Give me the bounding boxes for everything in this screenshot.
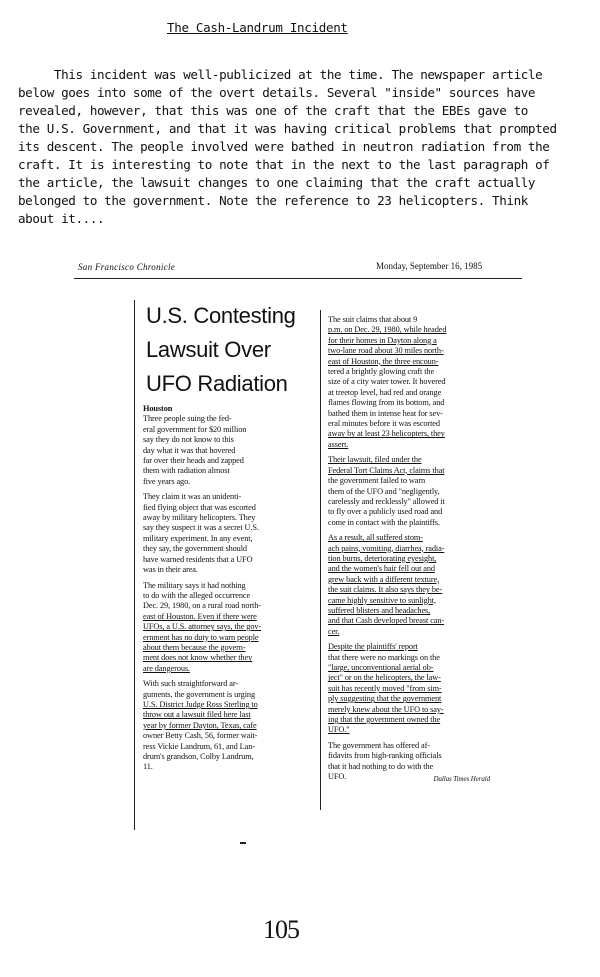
- article-line: "large, unconventional aerial ob-: [328, 663, 434, 672]
- article-line: size of a city water tower. It hovered: [328, 377, 446, 387]
- article-column-1: [143, 404, 313, 773]
- article-line: eral minutes before it was escorted: [328, 419, 440, 429]
- article-column-2: [328, 315, 490, 785]
- page-number: 105: [263, 915, 299, 944]
- article-line: ernment has no duty to warn people: [143, 632, 259, 642]
- article-line: tered a brightly glowing craft the: [328, 367, 435, 377]
- article-line: military experiment. In any event,: [143, 533, 253, 543]
- article-line: that there were no markings on the: [328, 652, 440, 662]
- stray-mark: [240, 842, 246, 844]
- article-line: about them because the govern-: [143, 642, 246, 652]
- article-line: tion burns, deteriorating eyesight,: [328, 553, 437, 563]
- column-divider: [320, 310, 321, 810]
- headline: [146, 299, 316, 401]
- intro-line: the U.S. Government, and that it was having critical problems that prompted: [18, 121, 557, 136]
- article-line: fidavits from high-ranking officials: [328, 751, 442, 761]
- intro-line: below goes into some of the overt details. Several "inside" sources have: [18, 85, 536, 100]
- article-line: away by military helicopters. They: [143, 513, 256, 523]
- article-line: Dec. 29, 1980, on a rural road north-: [143, 601, 261, 611]
- article-line: assert.: [328, 439, 349, 449]
- article-line: at treetop level, had red and orange: [328, 387, 442, 397]
- article-line: the suit claims. It also says they be-: [328, 585, 443, 595]
- article-line: have warned residents that a UFO: [143, 554, 253, 564]
- left-column-border: [134, 300, 135, 830]
- headline-line: UFO Radiation: [146, 371, 288, 396]
- dateline: Houston: [143, 404, 173, 413]
- article-line: far over their heads and zapped: [143, 456, 244, 466]
- article-line: suit has recently moved "from sim-: [328, 683, 442, 693]
- intro-line: revealed, however, that this was one of the craft that the EBEs gave to: [18, 103, 528, 118]
- article-line: grew back with a different texture,: [328, 574, 440, 584]
- article-line: U.S. District Judge Ross Sterling to: [143, 699, 258, 709]
- article-line: day what it was that hovered: [143, 445, 236, 455]
- article-line: year by former Dayton, Texas, cafe: [143, 720, 257, 730]
- article-line: to do with the alleged occurrence: [143, 590, 251, 600]
- article-line: and that Cash developed breast can-: [328, 616, 445, 626]
- article-line: p.m. on Dec. 29, 1980, while headed: [328, 325, 447, 335]
- article-line: five years ago.: [143, 476, 191, 486]
- article-line: and the women's hair fell out and: [328, 564, 435, 574]
- article-line: ach pains, vomiting, diarrhea, radia-: [328, 543, 445, 553]
- article-line: for their homes in Dayton along a: [328, 335, 437, 345]
- masthead-rule: [74, 278, 522, 279]
- article-line: Despite the plaintiffs' report: [328, 642, 418, 652]
- article-line: bathed them in intense heat for sev-: [328, 408, 443, 418]
- article-line: ing that the government owned the: [328, 715, 441, 725]
- intro-paragraph: [18, 66, 584, 228]
- article-line: owner Betty Cash, 56, former wait-: [143, 731, 258, 741]
- article-line: ject" or on the helicopters, the law-: [328, 673, 441, 683]
- article-line: UFO.": [328, 725, 350, 735]
- article-line: They claim it was an unidenti-: [143, 492, 242, 502]
- article-line: ply suggesting that the government: [328, 694, 442, 704]
- article-line: the government failed to warn: [328, 476, 426, 486]
- article-line: flames flowing from its bottom, and: [328, 398, 445, 408]
- article-line: ment does not know whether they: [143, 653, 253, 663]
- article-line: east of Houston. Even if there were: [143, 611, 257, 621]
- article-line: suffered blisters and headaches,: [328, 605, 431, 615]
- intro-line: its descent. The people involved were bathed in neutron radiation from the: [18, 139, 550, 154]
- article-line: two-lane road about 30 miles north-: [328, 346, 444, 356]
- article-line: come in contact with the plaintiffs.: [328, 517, 440, 527]
- article-line: carelessly and recklessly" allowed it: [328, 496, 445, 506]
- intro-line: craft. It is interesting to note that in the next to the last paragraph of: [18, 157, 550, 172]
- article-line: throw out a lawsuit filed here last: [143, 710, 251, 720]
- article-line: As a result, all suffered stom-: [328, 533, 423, 543]
- article-line: fied flying object that was escorted: [143, 502, 256, 512]
- article-line: guments, the government is urging: [143, 689, 255, 699]
- article-line: to fly over a publicly used road and: [328, 507, 443, 517]
- article-line: The suit claims that about 9: [328, 315, 418, 324]
- newspaper-name: San Francisco Chronicle: [78, 262, 176, 272]
- source-credit: Dallas Times Herald: [433, 775, 490, 784]
- article-line: 11.: [143, 762, 153, 772]
- article-line: was in their area.: [143, 565, 198, 575]
- article-line: merely knew about the UFO to say-: [328, 704, 444, 714]
- document-title: The Cash-Landrum Incident: [167, 20, 348, 35]
- article-line: them of the UFO and "negligently,: [328, 486, 440, 496]
- article-line: are dangerous.: [143, 663, 190, 673]
- article-line: they say, the government should: [143, 544, 247, 554]
- article-line: eral government for $20 million: [143, 424, 247, 434]
- headline-line: Lawsuit Over: [146, 337, 271, 362]
- article-line: Their lawsuit, filed under the: [328, 455, 422, 465]
- article-line: ress Vickie Landrum, 61, and Lan-: [143, 741, 255, 751]
- article-line: that it had nothing to do with the: [328, 761, 434, 771]
- article-line: Federal Tort Claims Act, claims that: [328, 465, 445, 475]
- article-line: away by at least 23 helicopters, they: [328, 429, 445, 439]
- article-line: UFOs, a U.S. attorney says, the gov-: [143, 622, 262, 632]
- intro-line: belonged to the government. Note the reference to 23 helicopters. Think: [18, 193, 528, 208]
- article-line: The government has offered af-: [328, 740, 430, 750]
- article-line: UFO.: [328, 772, 347, 782]
- article-line: cer.: [328, 626, 340, 636]
- article-line: Three people suing the fed-: [143, 414, 232, 424]
- article-line: came highly sensitive to sunlight,: [328, 595, 436, 605]
- clipping-date: Monday, September 16, 1985: [376, 261, 483, 271]
- article-line: them with radiation almost: [143, 466, 230, 476]
- intro-line: This incident was well-publicized at the time. The newspaper article: [18, 67, 543, 82]
- article-line: say they suspect it was a secret U.S.: [143, 523, 259, 533]
- article-line: drum's grandson, Colby Landrum,: [143, 752, 254, 761]
- headline-line: U.S. Contesting: [146, 303, 296, 328]
- intro-line: about it....: [18, 211, 105, 226]
- article-line: The military says it had nothing: [143, 580, 246, 590]
- article-line: east of Houston, the three encoun-: [328, 356, 439, 366]
- article-line: With such straightforward ar-: [143, 679, 238, 689]
- intro-line: the article, the lawsuit changes to one claiming that the craft actually: [18, 175, 536, 190]
- article-line: say they do not know to this: [143, 435, 234, 445]
